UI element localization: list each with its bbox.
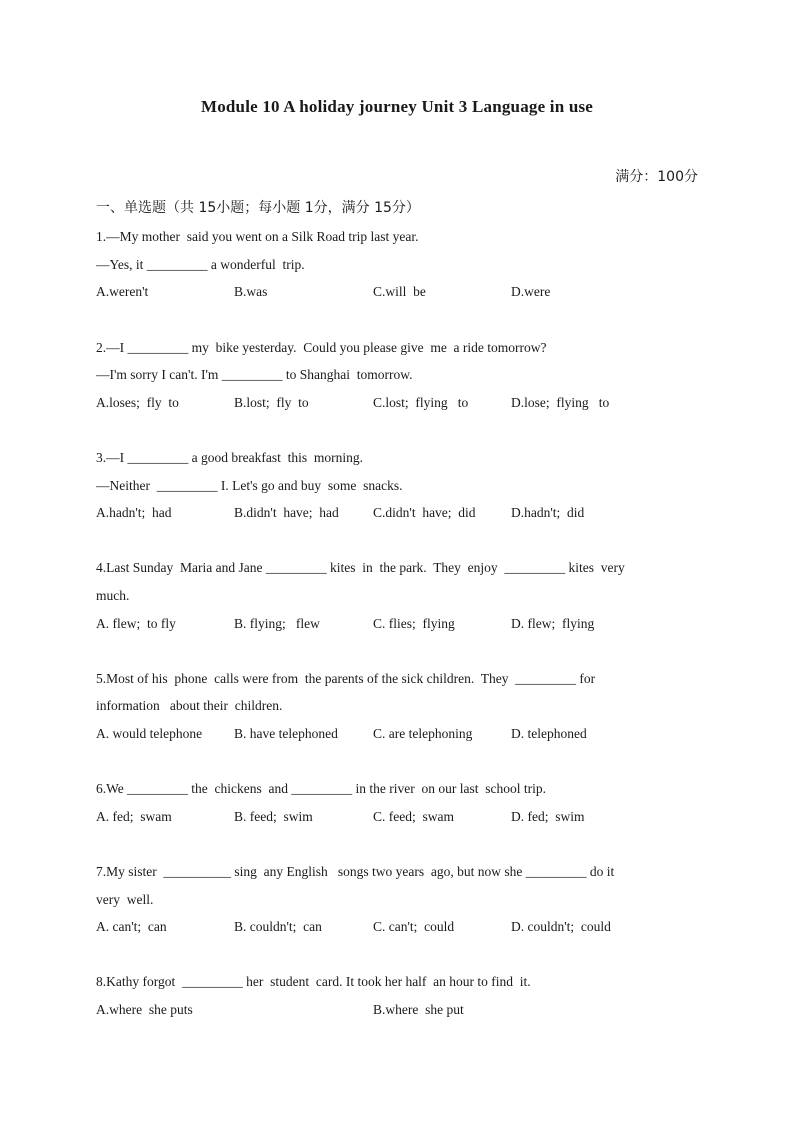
question-2-option-b: B.lost; fly to <box>234 395 309 410</box>
question-4-option-a: A. flew; to fly <box>96 616 176 631</box>
question-5-option-a: A. would telephone <box>96 726 203 741</box>
question-1-option-a: A.weren't <box>96 284 149 299</box>
question-7-line-2: very well. <box>96 892 154 907</box>
question-3-option-b: B.didn't have; had <box>234 505 339 520</box>
question-8-option-b: B.where she put <box>373 1002 464 1017</box>
question-4-option-c: C. flies; flying <box>373 616 455 631</box>
question-4-option-b: B. flying; flew <box>234 616 320 631</box>
question-8-option-a: A.where she puts <box>96 1002 193 1017</box>
question-4-line-1: 4.Last Sunday Maria and Jane _________ kites in the park. They enjoy _________ kites very <box>96 560 625 575</box>
section-heading: 一、单选题（共 15小题；每小题 1分，满分 15分） <box>96 200 420 216</box>
question-5-line-1: 5.Most of his phone calls were from the parents of the sick children. They _________ for <box>96 671 596 686</box>
question-7-option-a: A. can't; can <box>96 919 167 934</box>
question-3-line-1: 3.—I _________ a good breakfast this morning. <box>96 450 363 465</box>
question-3-line-2: —Neither _________ I. Let's go and buy some snacks. <box>96 478 403 493</box>
question-7-option-c: C. can't; could <box>373 919 455 934</box>
question-2-line-2: —I'm sorry I can't. I'm _________ to Shanghai tomorrow. <box>96 367 413 382</box>
question-1-option-b: B.was <box>234 284 268 299</box>
question-7-line-1: 7.My sister __________ sing any English songs two years ago, but now she _________ do it <box>96 864 615 879</box>
question-2-line-1: 2.—I _________ my bike yesterday. Could you please give me a ride tomorrow? <box>96 340 547 355</box>
question-1-option-d: D.were <box>511 284 551 299</box>
question-6-option-c: C. feed; swam <box>373 809 454 824</box>
question-2-option-a: A.loses; fly to <box>96 395 179 410</box>
question-3-option-a: A.hadn't; had <box>96 505 172 520</box>
question-6-option-d: D. fed; swim <box>511 809 585 824</box>
question-6-option-a: A. fed; swam <box>96 809 172 824</box>
question-2-option-d: D.lose; flying to <box>511 395 610 410</box>
question-6-option-b: B. feed; swim <box>234 809 313 824</box>
page-title: Module 10 A holiday journey Unit 3 Language in use <box>200 97 594 116</box>
question-1-line-2: —Yes, it _________ a wonderful trip. <box>96 257 305 272</box>
question-1-option-c: C.will be <box>373 284 426 299</box>
question-4-option-d: D. flew; flying <box>511 616 595 631</box>
question-5-option-b: B. have telephoned <box>234 726 338 741</box>
question-7-option-b: B. couldn't; can <box>234 919 322 934</box>
question-4-line-2: much. <box>96 588 130 603</box>
question-7-option-d: D. couldn't; could <box>511 919 611 934</box>
question-3-option-c: C.didn't have; did <box>373 505 476 520</box>
question-6-line-1: 6.We _________ the chickens and _________ in the river on our last school trip. <box>96 781 546 796</box>
question-8-line-1: 8.Kathy forgot _________ her student card. It took her half an hour to find it. <box>96 974 531 989</box>
question-2-option-c: C.lost; flying to <box>373 395 469 410</box>
question-5-line-2: information about their children. <box>96 698 283 713</box>
question-3-option-d: D.hadn't; did <box>511 505 585 520</box>
full-score: 满分：100分 <box>615 169 698 185</box>
question-1-line-1: 1.—My mother said you went on a Silk Road trip last year. <box>96 229 419 244</box>
question-5-option-c: C. are telephoning <box>373 726 473 741</box>
question-5-option-d: D. telephoned <box>511 726 587 741</box>
